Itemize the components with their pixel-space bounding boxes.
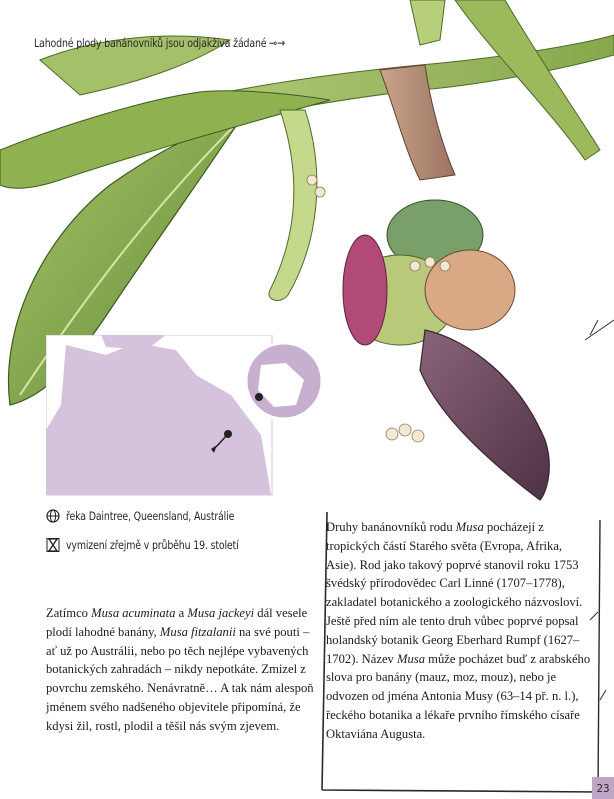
arrow-right-icon: ⊸→ (268, 36, 286, 50)
extinction-text: vymizení zřejmě v průběhu 19. století (66, 538, 239, 552)
species-name: Musa acuminata (91, 606, 176, 620)
species-name: Musa fitzalanii (159, 624, 236, 639)
species-name: Musa (455, 520, 484, 534)
location-line (46, 509, 271, 523)
extinction-line (46, 538, 276, 552)
globe-icon (46, 509, 60, 523)
right-paragraph: Druhy banánovníků rodu Musa pocházejí z tropických částí Starého světa (Evropa, Afrika, Asie). Rod jako takový poprvé stanovil roku 1753 švédský přírodovědec Carl Linné (1707–1778), zakladatel botanického a zoologického názvosloví. Ještě před ním ale tento druh vůbec poprvé popsal holandský botanik Georg Eberhard Rumpf (1627–1702). Název Musa může pocházet buď z arabského slova pro banány (mauz, moz, mouz), nebo je odvozen od jména Antonia Musy (63–14 př. n. l.), řeckého botanika a lékaře prvního římského císaře Oktaviána Augusta. (326, 520, 591, 741)
species-name: Musa (397, 651, 425, 666)
location-text: řeka Daintree, Queensland, Austrálie (66, 509, 235, 523)
page-number: 23 (592, 777, 614, 799)
left-paragraph: Zatímco Musa acuminata a Musa jackeyi dál vesele plodí lahodné banány, Musa fitzalanii na své pouti – ať už po Austrálii, nebo po těch nejlépe vybavených botanických zahradách – nikdy nepotkáte. Zmizel z povrchu zemského. Nenávratně… A tak nám alespoň jménem svého nadšeného objevitele připomíná, že kdysi žil, rostl, plodil a těšil nás svým zjevem. (46, 606, 314, 733)
caption-text: Lahodné plody banánovníků jsou odjakživa žádané (34, 36, 267, 50)
illustration-caption (34, 36, 285, 50)
body-text-right (326, 518, 594, 744)
australia-map (46, 335, 326, 505)
species-name: Musa jackeyi (187, 606, 255, 620)
hourglass-icon (46, 538, 60, 552)
body-text-left (46, 604, 321, 736)
